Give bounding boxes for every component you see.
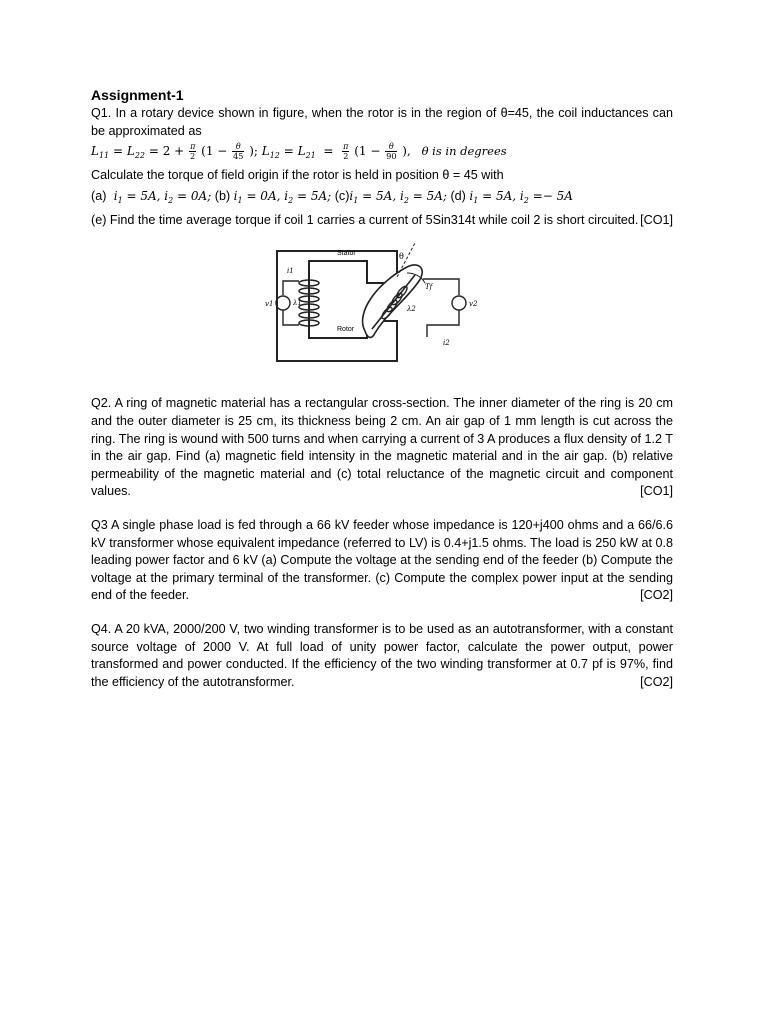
torque-label: Tf [425,283,433,292]
q1-calc-line: Calculate the torque of field origin if the rotor is held in position θ = 45 with [91,168,504,183]
q2-co-tag: [CO1] [640,484,673,499]
q1-co-tag: [CO1] [640,212,673,227]
rotary-device-diagram [247,233,497,369]
lambda1-label: λ1 [293,299,302,308]
rotor-label: Rotor [337,326,355,334]
document-page [91,86,673,691]
q1-intro: Q1. In a rotary device shown in figure, when the rotor is in the region of θ=45, the coil inductances can be approximated as [91,106,673,138]
q3-text: Q3 A single phase load is fed through a 66 kV feeder whose impedance is 120+j400 ohms and a 66/6.6 kV transformer whose equivalent impedance (referred to LV) is 0.4+j1.5 ohms. The load is 250 kW at 0.8 leading power factor and 6 kV (a) Compute the voltage at the sending end of the feeder (b) Compute the voltage at the primary terminal of the transformer. (c) Compute the complex power input at the sending end of the feeder. [CO2] [91,517,673,605]
v2-label: v2 [469,300,478,309]
lambda2-label: λ2 [407,305,416,314]
assignment-title: Assignment-1 [91,87,184,103]
q1-inductance-equation: $L_{11} = L_{22} = 2$ + $\frac{\pi}{2}$ (1 − $\frac{\theta}{45}$ ); $L_{12} = L_{21}$ = $\frac{\pi}{2}$ (1 − $\frac{\theta}{90}$ ), θ is in degrees [91,142,507,162]
q4-text: Q4. A 20 kVA, 2000/200 V, two winding transformer is to be used as an autotransformer, with a constant source voltage of 2000 V. At full load of unity power factor, calculate the power output, power transformed and power conducted. If the efficiency of the two winding transformer at 0.7 pf is 97%, find the efficiency of the autotransformer. [CO2] [91,621,673,691]
rotary-device-figure [91,233,673,371]
i1-label: i1 [287,267,294,276]
stator-label: Stator [337,250,356,258]
q1-eq-note: θ is in degrees [421,144,507,159]
q2-text: Q2. A ring of magnetic material has a rectangular cross-section. The inner diameter of the ring is 20 cm and the outer diameter is 25 cm, its thickness being 2 cm. An air gap of 1 mm length is cut across the ring. The ring is wound with 500 turns and when carrying a current of 3 A produces a flux density of 1.2 T in the air gap. Find (a) magnetic field intensity in the magnetic material and in the air gap. (b) relative permeability of the magnetic material and (c) total reluctance of the magnetic circuit and component values. [CO1] [91,395,673,501]
q3-co-tag: [CO2] [640,588,673,603]
i2-label: i2 [443,339,450,348]
theta-label: θ [399,252,404,262]
q1-part-e: (e) Find the time average torque if coil 1 carries a current of 5Sin314t while coil 2 is short circuited. [CO1] [91,212,673,230]
v1-label: v1 [265,300,274,309]
q1-current-cases: (a) $i_1 = 5A$, $i_2 = 0A$; (b) $i_1 = 0A$, $i_2 = 5A$; $(c)i_1 = 5A$, $i_2 = 5A$; (d) $i_1 = 5A$, $i_2 =- 5A$ [91,188,573,205]
q4-co-tag: [CO2] [640,674,673,689]
